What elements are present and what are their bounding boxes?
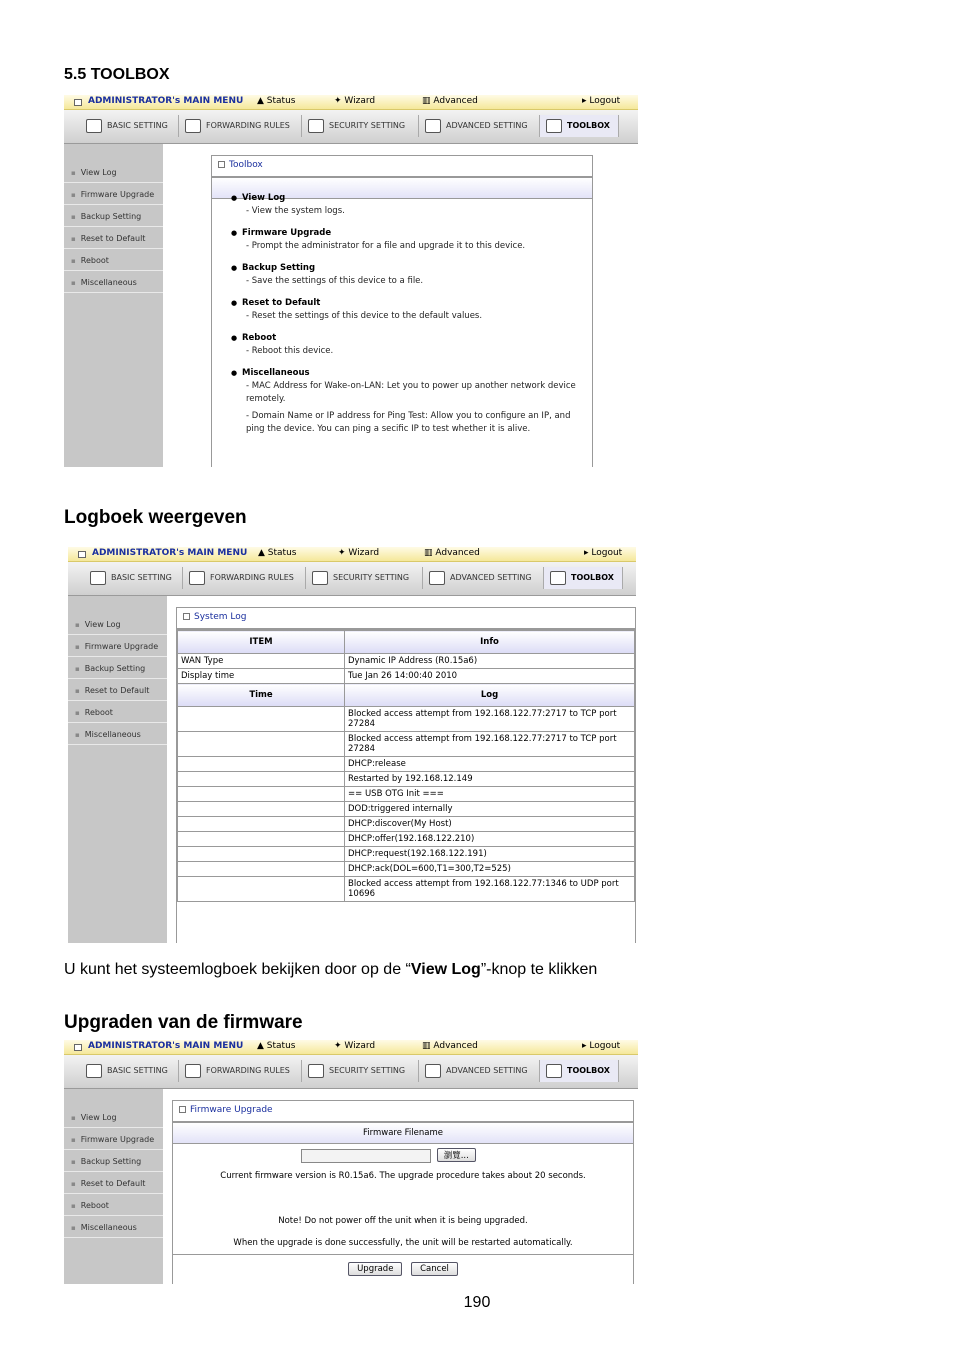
- system-log-table: [177, 630, 635, 902]
- sidebar-item-miscellaneous[interactable]: ▪ Miscellaneous: [64, 272, 163, 293]
- table-row: DHCP:ack(DOL=600,T1=300,T2=525): [178, 862, 635, 877]
- table-row: Display time Tue Jan 26 14:00:40 2010: [178, 669, 635, 684]
- advanced-link[interactable]: ▥ Advanced: [422, 96, 478, 106]
- section-heading-view-log: Logboek weergeven: [64, 507, 247, 528]
- gear-icon: [425, 1064, 441, 1078]
- panel-title: System Log: [177, 608, 635, 630]
- table-row: DHCP:release: [178, 757, 635, 772]
- wizard-link[interactable]: ✦ Wizard: [334, 96, 376, 106]
- column-header-time: Time: [178, 684, 345, 707]
- page-number: 190: [463, 1294, 491, 1311]
- main-tab-bar: [64, 1055, 638, 1089]
- toolbox-panel: [211, 155, 593, 467]
- sidebar-item-reset-to-default[interactable]: ▪ Reset to Default: [64, 228, 163, 249]
- admin-main-menu-link[interactable]: ADMINISTRATOR's MAIN MENU: [92, 548, 248, 558]
- tab-toolbox[interactable]: TOOLBOX: [540, 1060, 619, 1082]
- table-row: Blocked access attempt from 192.168.122.77:1346 to UDP port 10696: [178, 877, 635, 902]
- table-header-row: [178, 631, 635, 654]
- toolbox-icon: [546, 1064, 562, 1078]
- status-link[interactable]: ▲ Status: [258, 548, 297, 558]
- toolbox-list: [230, 192, 580, 445]
- table-row: == USB OTG Init ===: [178, 787, 635, 802]
- list-item: ● Reset to Default - Reset the settings of this device to the default values.: [230, 297, 580, 323]
- sidebar-item-reboot[interactable]: ▪ Reboot: [68, 702, 167, 723]
- table-row: Blocked access attempt from 192.168.122.77:2717 to TCP port 27284: [178, 707, 635, 732]
- tab-forwarding-rules[interactable]: FORWARDING RULES: [179, 115, 302, 137]
- admin-main-menu-link[interactable]: ADMINISTRATOR's MAIN MENU: [88, 96, 244, 106]
- firmware-version-text: Current firmware version is R0.15a6. The upgrade procedure takes about 20 seconds.: [220, 1171, 586, 1181]
- admin-main-menu-link[interactable]: ADMINISTRATOR's MAIN MENU: [88, 1041, 244, 1051]
- folder-icon: [90, 571, 106, 585]
- top-menu-bar: [64, 1040, 638, 1055]
- view-log-instruction: U kunt het systeemlogboek bekijken door op de “View Log”-knop te klikken: [64, 961, 598, 978]
- gear-icon: [425, 119, 441, 133]
- table-row: DHCP:discover(My Host): [178, 817, 635, 832]
- toolbox-icon: [546, 119, 562, 133]
- logout-link[interactable]: ▸ Logout: [582, 96, 621, 106]
- tab-advanced-setting[interactable]: ADVANCED SETTING: [423, 567, 544, 589]
- table-header-row: [178, 684, 635, 707]
- panel-title: Firmware Upgrade: [173, 1101, 633, 1123]
- list-item: ● Reboot - Reboot this device.: [230, 332, 580, 358]
- column-header-log: Log: [345, 684, 635, 707]
- system-log-panel: [176, 607, 636, 943]
- folder-icon: [86, 119, 102, 133]
- sidebar: [68, 596, 167, 943]
- list-item: ● Backup Setting - Save the settings of this device to a file.: [230, 262, 580, 288]
- tab-forwarding-rules[interactable]: FORWARDING RULES: [179, 1060, 302, 1082]
- list-item: ● View Log - View the system logs.: [230, 192, 580, 218]
- column-header-item: ITEM: [178, 631, 345, 654]
- top-menu-bar: [64, 95, 638, 110]
- restart-note: When the upgrade is done successfully, the unit will be restarted automatically.: [233, 1238, 573, 1248]
- list-item: ● Firmware Upgrade - Prompt the administrator for a file and upgrade it to this device.: [230, 227, 580, 253]
- cancel-button[interactable]: Cancel: [411, 1262, 458, 1276]
- sidebar-item-view-log[interactable]: ▪ View Log: [64, 1107, 163, 1128]
- status-link[interactable]: ▲ Status: [257, 1041, 296, 1051]
- sidebar-item-view-log[interactable]: ▪ View Log: [68, 614, 167, 635]
- tab-security-setting[interactable]: SECURITY SETTING: [302, 1060, 419, 1082]
- tab-basic-setting[interactable]: BASIC SETTING: [80, 115, 179, 137]
- table-row: WAN Type Dynamic IP Address (R0.15a6): [178, 654, 635, 669]
- toolbox-screenshot: [64, 95, 638, 467]
- tab-security-setting[interactable]: SECURITY SETTING: [302, 115, 419, 137]
- wizard-link[interactable]: ✦ Wizard: [334, 1041, 376, 1051]
- main-tab-bar: [68, 562, 636, 596]
- upgrade-button[interactable]: Upgrade: [348, 1262, 402, 1276]
- shield-icon: [308, 1064, 324, 1078]
- sidebar-item-firmware-upgrade[interactable]: ▪ Firmware Upgrade: [64, 1129, 163, 1150]
- sidebar-item-backup-setting[interactable]: ▪ Backup Setting: [68, 658, 167, 679]
- table-row: Restarted by 192.168.12.149: [178, 772, 635, 787]
- shield-icon: [308, 119, 324, 133]
- table-row: DOD:triggered internally: [178, 802, 635, 817]
- column-header-info: Info: [345, 631, 635, 654]
- sidebar-item-reset-to-default[interactable]: ▪ Reset to Default: [68, 680, 167, 701]
- browse-button[interactable]: 瀏覽...: [437, 1148, 476, 1162]
- toolbox-icon: [550, 571, 566, 585]
- sidebar-item-reboot[interactable]: ▪ Reboot: [64, 250, 163, 271]
- section-heading-toolbox: 5.5 TOOLBOX: [64, 66, 170, 83]
- sidebar-item-firmware-upgrade[interactable]: ▪ Firmware Upgrade: [64, 184, 163, 205]
- gear-icon: [429, 571, 445, 585]
- tab-basic-setting[interactable]: BASIC SETTING: [80, 1060, 179, 1082]
- list-item: ● Miscellaneous - MAC Address for Wake-on-LAN: Let you to power up another network device remotely. - Domain Name or IP address for Ping Test: Allow you to configure an IP, and ping the device. You can ping a secific IP to test whether it is alive.: [230, 367, 580, 436]
- power-off-note: Note! Do not power off the unit when it is being upgraded.: [278, 1216, 528, 1226]
- tab-toolbox[interactable]: TOOLBOX: [544, 567, 623, 589]
- tab-basic-setting[interactable]: BASIC SETTING: [84, 567, 183, 589]
- shield-icon: [312, 571, 328, 585]
- sidebar-item-firmware-upgrade[interactable]: ▪ Firmware Upgrade: [68, 636, 167, 657]
- sidebar-item-miscellaneous[interactable]: ▪ Miscellaneous: [68, 724, 167, 745]
- sidebar: [64, 144, 163, 467]
- sidebar-item-miscellaneous[interactable]: ▪ Miscellaneous: [64, 1217, 163, 1238]
- sidebar: [64, 1089, 163, 1284]
- top-menu-bar: [68, 547, 636, 562]
- sidebar-item-backup-setting[interactable]: ▪ Backup Setting: [64, 206, 163, 227]
- sidebar-item-reboot[interactable]: ▪ Reboot: [64, 1195, 163, 1216]
- arrows-icon: [185, 1064, 201, 1078]
- sidebar-item-reset-to-default[interactable]: ▪ Reset to Default: [64, 1173, 163, 1194]
- main-tab-bar: [64, 110, 638, 144]
- firmware-upgrade-panel: [172, 1100, 634, 1284]
- arrows-icon: [189, 571, 205, 585]
- filename-header: Firmware Filename: [173, 1123, 633, 1144]
- table-row: Blocked access attempt from 192.168.122.77:2717 to TCP port 27284: [178, 732, 635, 757]
- arrows-icon: [185, 119, 201, 133]
- logout-link[interactable]: ▸ Logout: [582, 1041, 621, 1051]
- section-heading-firmware: Upgraden van de firmware: [64, 1012, 303, 1033]
- logout-link[interactable]: ▸ Logout: [584, 548, 623, 558]
- sidebar-item-backup-setting[interactable]: ▪ Backup Setting: [64, 1151, 163, 1172]
- system-log-screenshot: [68, 547, 636, 943]
- firmware-file-input[interactable]: [301, 1149, 431, 1163]
- tab-toolbox[interactable]: TOOLBOX: [540, 115, 619, 137]
- folder-icon: [86, 1064, 102, 1078]
- tab-forwarding-rules[interactable]: FORWARDING RULES: [183, 567, 306, 589]
- wizard-link[interactable]: ✦ Wizard: [338, 548, 380, 558]
- tab-advanced-setting[interactable]: ADVANCED SETTING: [419, 1060, 540, 1082]
- firmware-upgrade-screenshot: [64, 1040, 638, 1284]
- tab-security-setting[interactable]: SECURITY SETTING: [306, 567, 423, 589]
- advanced-link[interactable]: ▥ Advanced: [422, 1041, 478, 1051]
- table-row: DHCP:offer(192.168.122.210): [178, 832, 635, 847]
- table-row: DHCP:request(192.168.122.191): [178, 847, 635, 862]
- panel-title: Toolbox: [212, 156, 592, 178]
- sidebar-item-view-log[interactable]: ▪ View Log: [64, 162, 163, 183]
- advanced-link[interactable]: ▥ Advanced: [424, 548, 480, 558]
- status-link[interactable]: ▲ Status: [257, 96, 296, 106]
- tab-advanced-setting[interactable]: ADVANCED SETTING: [419, 115, 540, 137]
